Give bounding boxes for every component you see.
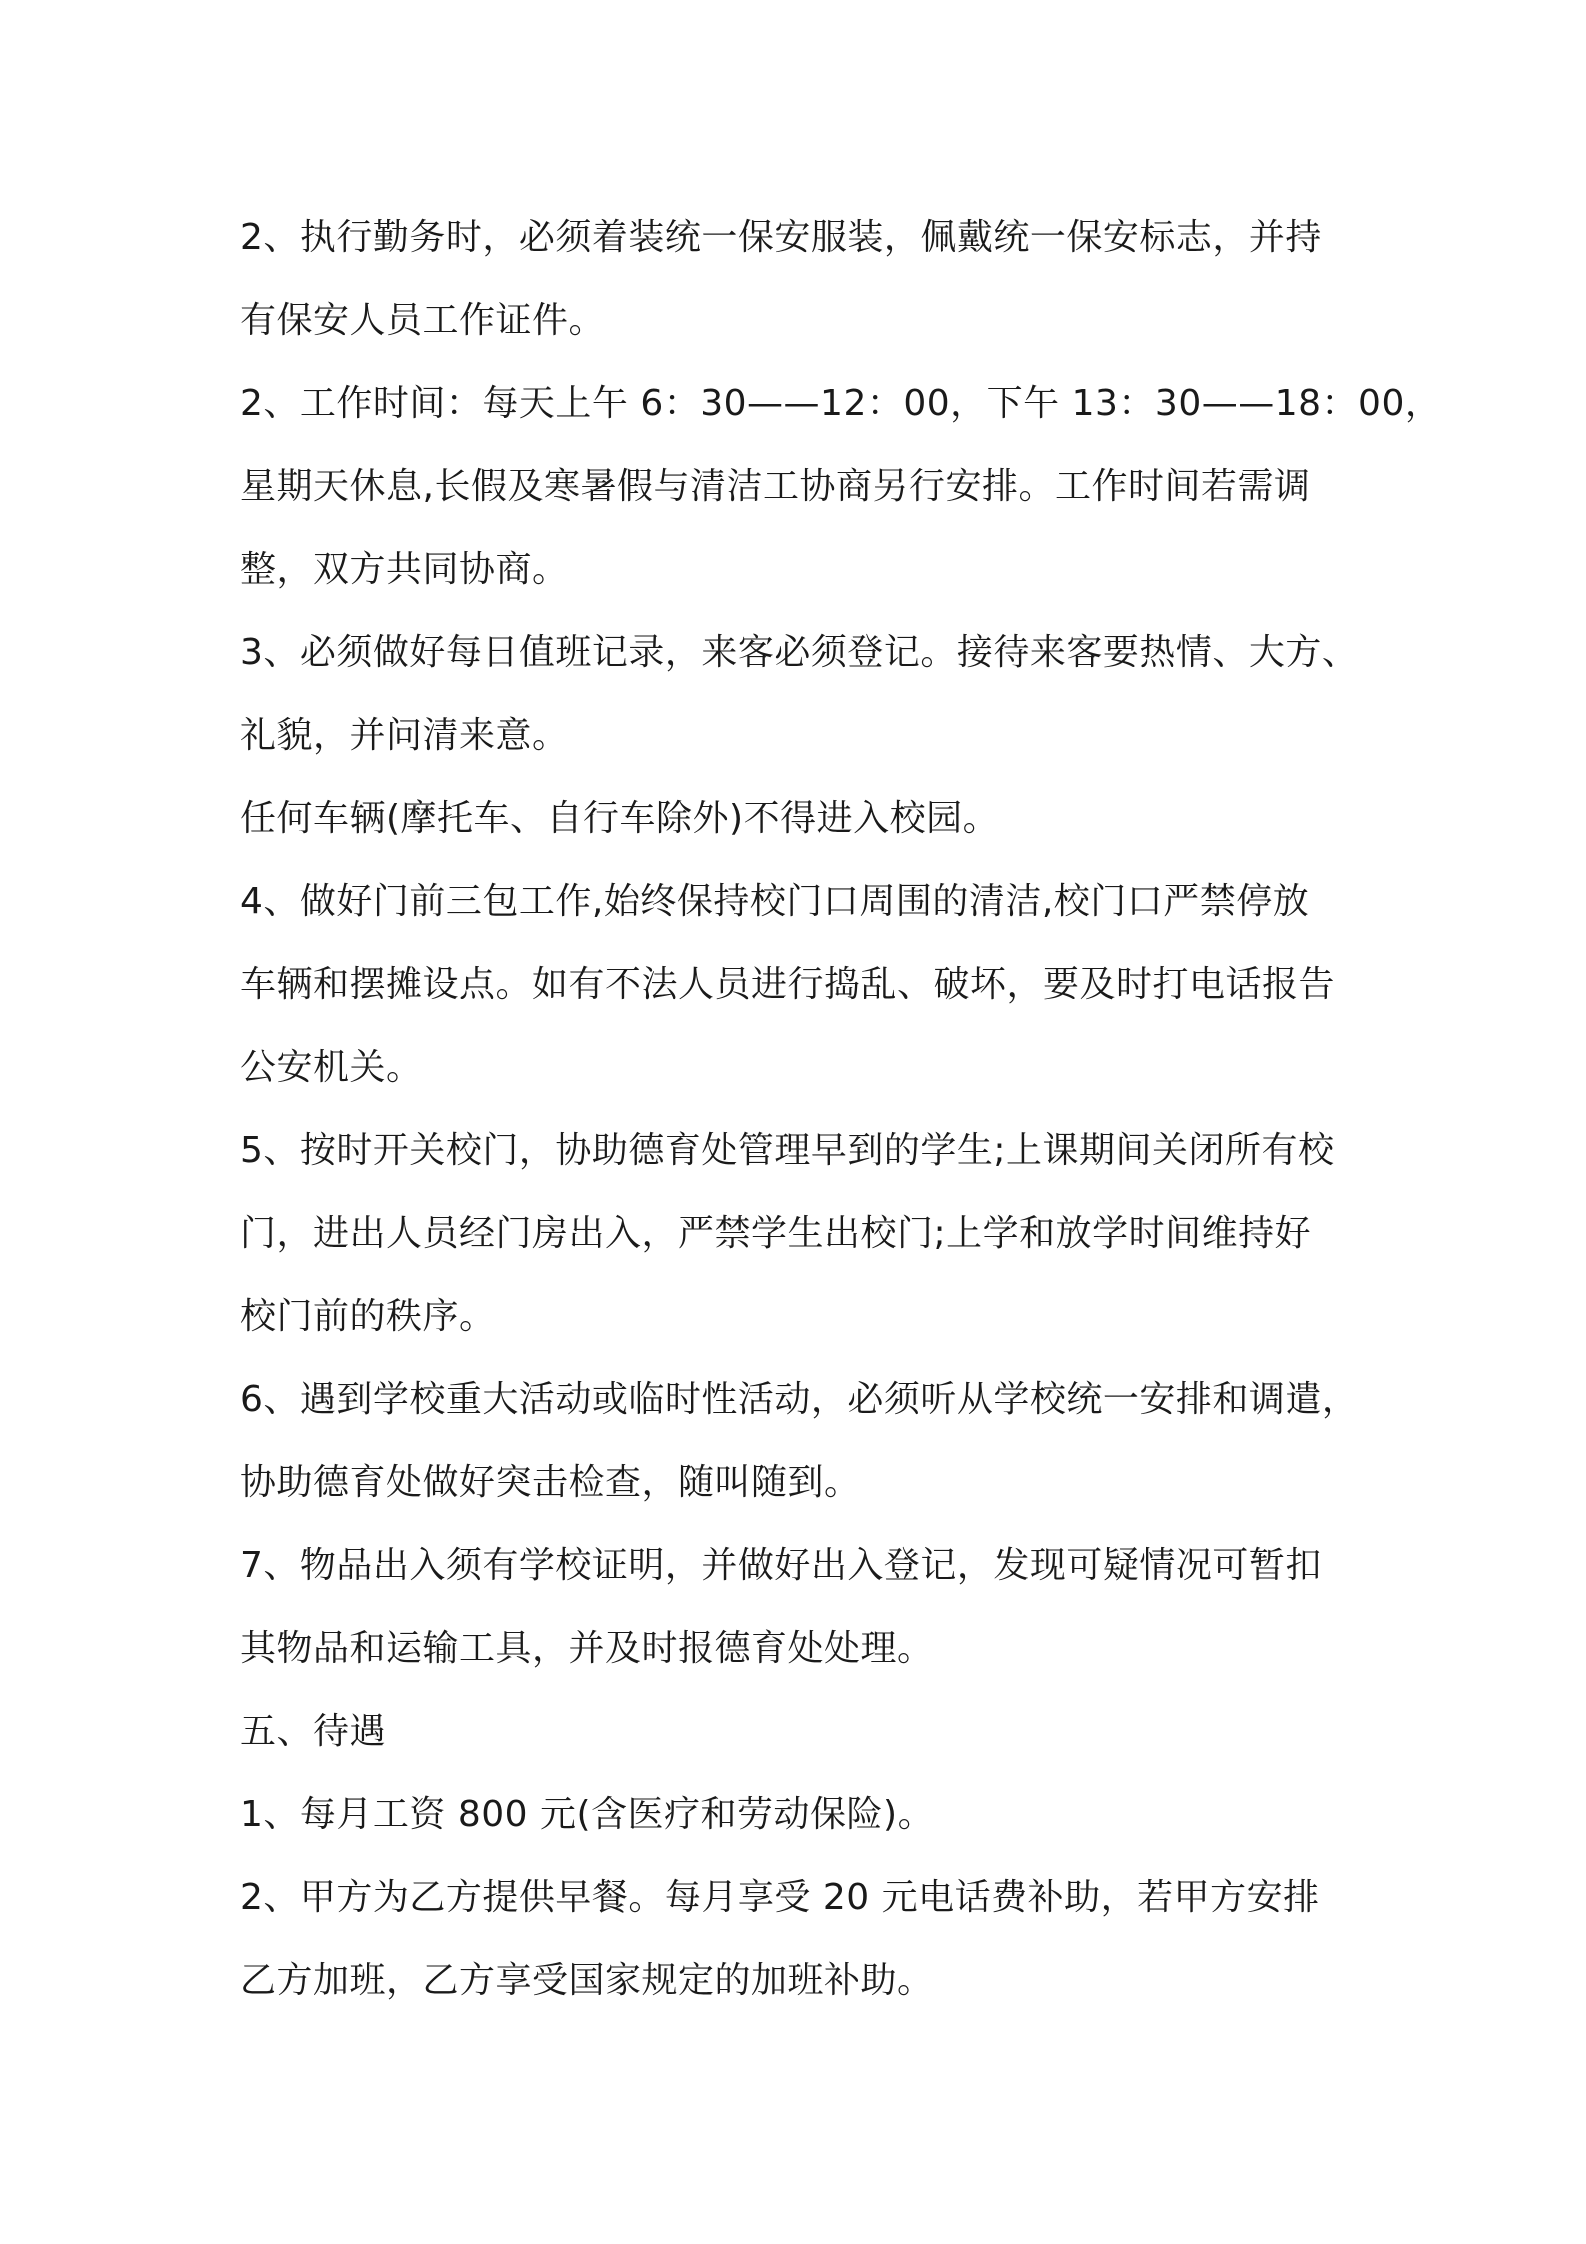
text-line: 任何车辆(摩托车、自行车除外)不得进入校园。 xyxy=(240,798,1000,839)
document-body xyxy=(240,196,1442,2022)
text-line: 5、按时开关校门，协助德育处管理早到的学生;上课期间关闭所有校 xyxy=(240,1130,1335,1171)
text-line: 1、每月工资 800 元(含医疗和劳动保险)。 xyxy=(240,1794,935,1835)
text-line: 礼貌，并问清来意。 xyxy=(240,715,569,756)
text-line: 星期天休息,长假及寒暑假与清洁工协商另行安排。工作时间若需调 xyxy=(240,466,1311,507)
text-line: 公安机关。 xyxy=(240,1047,423,1088)
text-line: 乙方加班，乙方享受国家规定的加班补助。 xyxy=(240,1960,934,2001)
text-line: 2、工作时间：每天上午 6：30——12：00，下午 13：30——18：00， xyxy=(240,383,1442,424)
text-line: 门，进出人员经门房出入，严禁学生出校门;上学和放学时间维持好 xyxy=(240,1213,1312,1254)
text-line: 6、遇到学校重大活动或临时性活动，必须听从学校统一安排和调遣， xyxy=(240,1379,1359,1420)
text-line: 7、物品出入须有学校证明，并做好出入登记，发现可疑情况可暂扣 xyxy=(240,1545,1322,1586)
text-line: 有保安人员工作证件。 xyxy=(240,300,606,341)
text-line: 车辆和摆摊设点。如有不法人员进行捣乱、破坏，要及时打电话报告 xyxy=(240,964,1336,1005)
text-line: 4、做好门前三包工作,始终保持校门口周围的清洁,校门口严禁停放 xyxy=(240,881,1310,922)
section-heading: 五、待遇 xyxy=(240,1711,387,1752)
text-line: 协助德育处做好突击检查，随叫随到。 xyxy=(240,1462,861,1503)
text-line: 3、必须做好每日值班记录，来客必须登记。接待来客要热情、大方、 xyxy=(240,632,1359,673)
text-line: 2、甲方为乙方提供早餐。每月享受 20 元电话费补助，若甲方安排 xyxy=(240,1877,1320,1918)
text-line: 校门前的秩序。 xyxy=(240,1296,496,1337)
text-line: 整，双方共同协商。 xyxy=(240,549,569,590)
text-line: 2、执行勤务时，必须着装统一保安服装，佩戴统一保安标志，并持 xyxy=(240,217,1322,258)
text-line: 其物品和运输工具，并及时报德育处处理。 xyxy=(240,1628,934,1669)
